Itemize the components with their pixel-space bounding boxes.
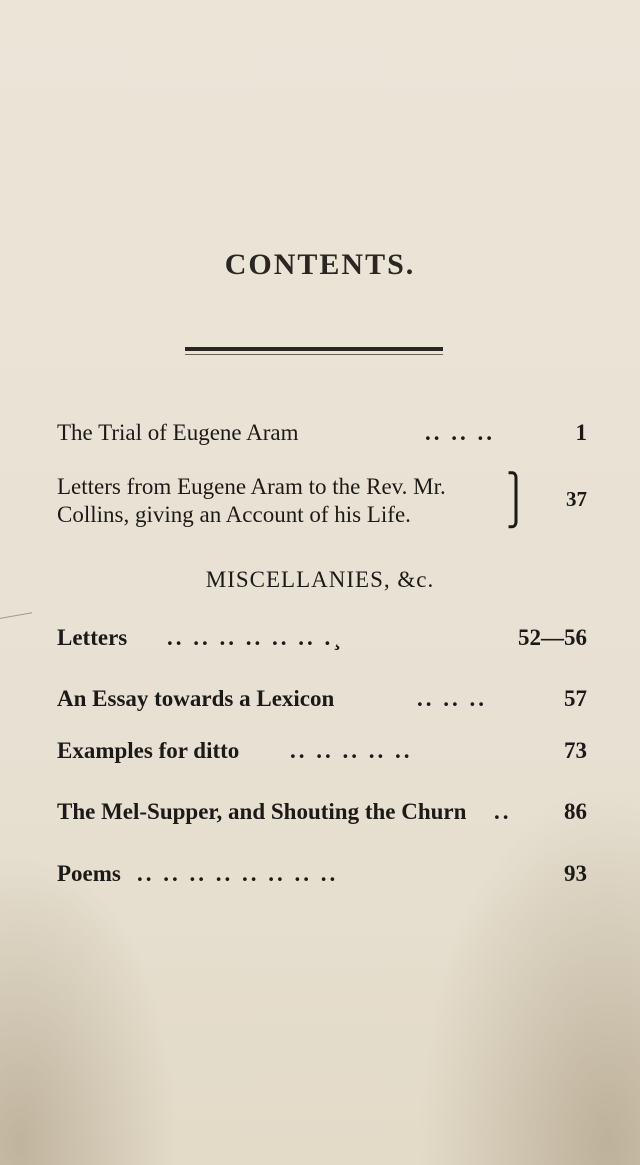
toc-entry-letters-to-collins[interactable] — [57, 474, 587, 534]
toc-entry-page: 86 — [564, 799, 587, 824]
title-rule-thin — [185, 354, 443, 355]
toc-entry-title: An Essay towards a Lexicon — [57, 686, 335, 711]
toc-entry-page: 93 — [564, 861, 587, 886]
toc-entry-title: Letters — [57, 625, 128, 650]
toc-entry-leader: .. .. .. — [417, 686, 487, 711]
margin-smudge — [0, 612, 36, 639]
title-rule — [185, 347, 443, 351]
toc-entry-title-line2: Collins, giving an Account of his Life. — [57, 502, 411, 527]
toc-entry-title: The Trial of Eugene Aram — [57, 420, 299, 445]
toc-entry-leader: .. .. .. .. .. — [290, 738, 413, 763]
brace-bottom-glyph: ⎭ — [507, 502, 525, 528]
toc-entry-title: Poems — [57, 861, 121, 886]
brace-top-glyph: ⎫ — [507, 474, 525, 500]
section-heading-miscellanies: MISCELLANIES, &c. — [205, 567, 435, 592]
toc-entry-leader: .. — [494, 799, 512, 824]
toc-entry-page: 37 — [566, 487, 587, 511]
toc-entry-leader: .. .. .. .. .. .. .. .. — [137, 861, 339, 886]
toc-entry-title: The Mel-Supper, and Shouting the Churn — [57, 799, 467, 824]
toc-entry-title-line1: Letters from Eugene Aram to the Rev. Mr. — [57, 474, 446, 499]
toc-entry-leader: .. .. .. — [425, 420, 495, 445]
toc-entry-page: 52—56 — [518, 625, 587, 650]
toc-entry-title: Examples for ditto — [57, 738, 240, 763]
toc-entry-leader: .. .. .. .. .. .. .¸ — [167, 625, 344, 650]
toc-entry-page: 1 — [575, 420, 587, 445]
toc-entry-page: 73 — [564, 738, 587, 763]
page-title: CONTENTS. — [224, 248, 416, 281]
toc-entry-page: 57 — [564, 686, 587, 711]
